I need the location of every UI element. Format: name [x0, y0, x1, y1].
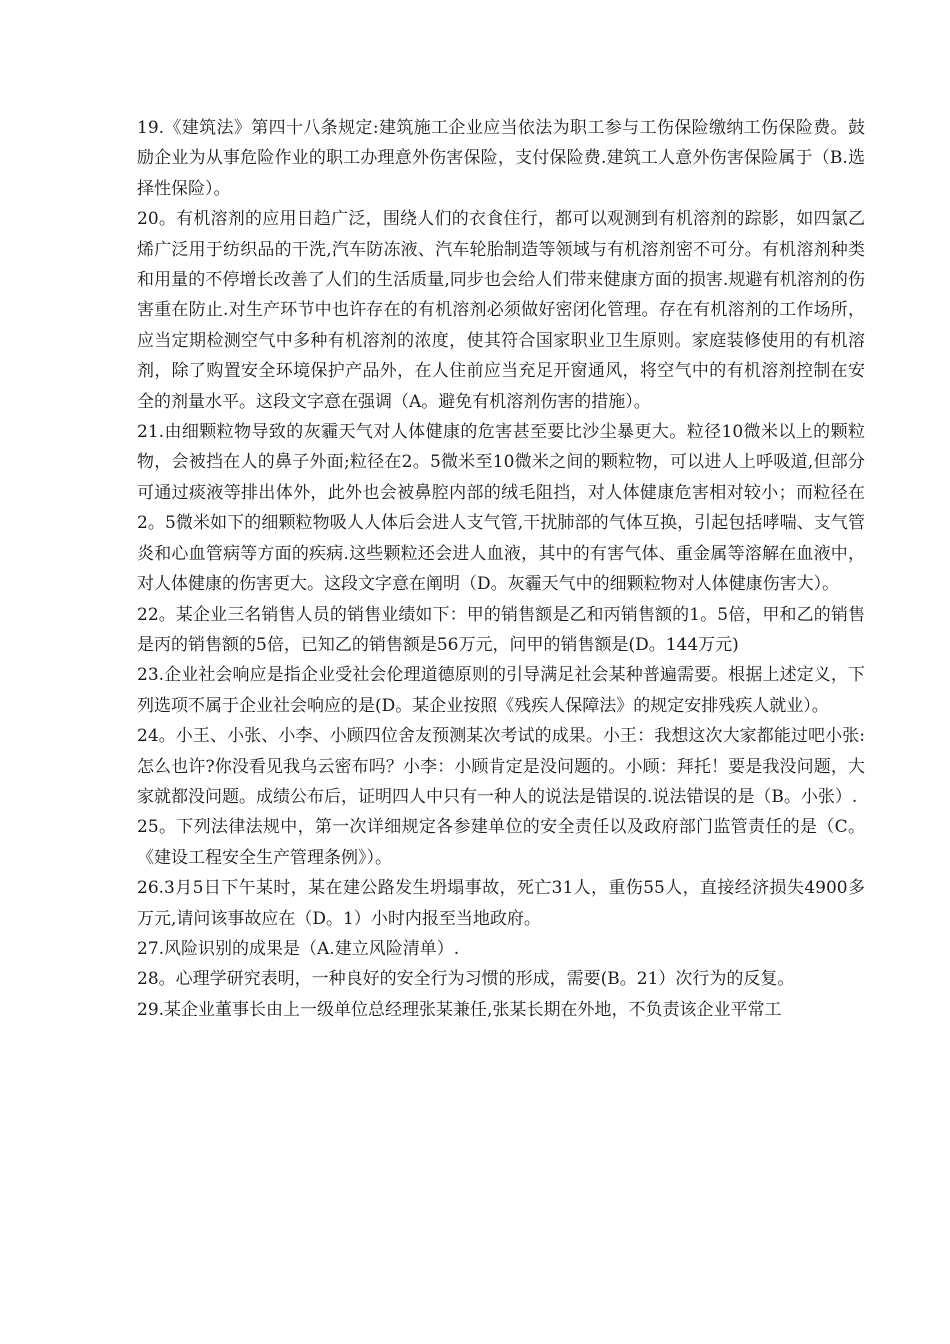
question-27: 27.风险识别的成果是（A.建立风险清单）. — [137, 938, 460, 959]
question-22: 22。某企业三名销售人员的销售业绩如下：甲的销售额是乙和丙销售额的1。5倍，甲和乙的销售是丙的销售额的5倍，已知乙的销售额是56万元，问甲的销售额是(D。144万元) — [137, 604, 865, 655]
question-24: 24。小王、小张、小李、小顾四位舍友预测某次考试的成果。小王：我想这次大家都能过吧小张:怎么也许?你没看见我乌云密布吗？小李：小顾肯定是没问题的。小顾：拜托！要是我没问题，大家就都没问题。成绩公布后，证明四人中只有一种人的说法是错误的.说法错误的是（B。小张）. — [137, 726, 865, 807]
question-28: 28。心理学研究表明，一种良好的安全行为习惯的形成，需要(B。21）次行为的反复。 — [137, 969, 795, 990]
question-19: 19.《建筑法》第四十八条规定:建筑施工企业应当依法为职工参与工伤保险缴纳工伤保险费。鼓励企业为从事危险作业的职工办理意外伤害保险，支付保险费.建筑工人意外伤害保险属于（B.选择性保险）。 — [137, 118, 865, 199]
document-body — [137, 113, 865, 1025]
question-23: 23.企业社会响应是指企业受社会伦理道德原则的引导满足社会某种普遍需要。根据上述定义，下列选项不属于企业社会响应的是(D。某企业按照《残疾人保障法》的规定安排残疾人就业）。 — [137, 665, 865, 716]
question-29: 29.某企业董事长由上一级单位总经理张某兼任,张某长期在外地，不负责该企业平常工 — [137, 999, 782, 1020]
question-20: 20。有机溶剂的应用日趋广泛，围绕人们的衣食住行，都可以观测到有机溶剂的踪影，如四氯乙烯广泛用于纺织品的干洗,汽车防冻液、汽车轮胎制造等领域与有机溶剂密不可分。有机溶剂种类和用量的不停增长改善了人们的生活质量,同步也会给人们带来健康方面的损害.规避有机溶剂的伤害重在防止.对生产环节中也许存在的有机溶剂必须做好密闭化管理。存在有机溶剂的工作场所，应当定期检测空气中多种有机溶剂的浓度，使其符合国家职业卫生原则。家庭装修使用的有机溶剂，除了购置安全环境保护产品外，在人住前应当充足开窗通风，将空气中的有机溶剂控制在安全的剂量水平。这段文字意在强调（A。避免有机溶剂伤害的措施）。 — [137, 209, 865, 412]
question-21: 21.由细颗粒物导致的灰霾天气对人体健康的危害甚至要比沙尘暴更大。粒径10微米以上的颗粒物，会被挡在人的鼻子外面;粒径在2。5微米至10微米之间的颗粒物，可以进人上呼吸道,但部分可通过痰液等排出体外，此外也会被鼻腔内部的绒毛阻挡，对人体健康危害相对较小；而粒径在2。5微米如下的细颗粒物吸人人体后会进人支气管,干扰肺部的气体互换，引起包括哮喘、支气管炎和心血管病等方面的疾病.这些颗粒还会进人血液，其中的有害气体、重金属等溶解在血液中，对人体健康的伤害更大。这段文字意在阐明（D。灰霾天气中的细颗粒物对人体健康伤害大）。 — [137, 422, 865, 595]
question-25: 25。下列法律法规中，第一次详细规定各参建单位的安全责任以及政府部门监管责任的是（C。《建设工程安全生产管理条例》）。 — [137, 817, 865, 868]
question-26: 26.3月5日下午某时，某在建公路发生坍塌事故，死亡31人，重伤55人，直接经济损失4900多万元,请问该事故应在（D。1）小时内报至当地政府。 — [137, 878, 865, 929]
